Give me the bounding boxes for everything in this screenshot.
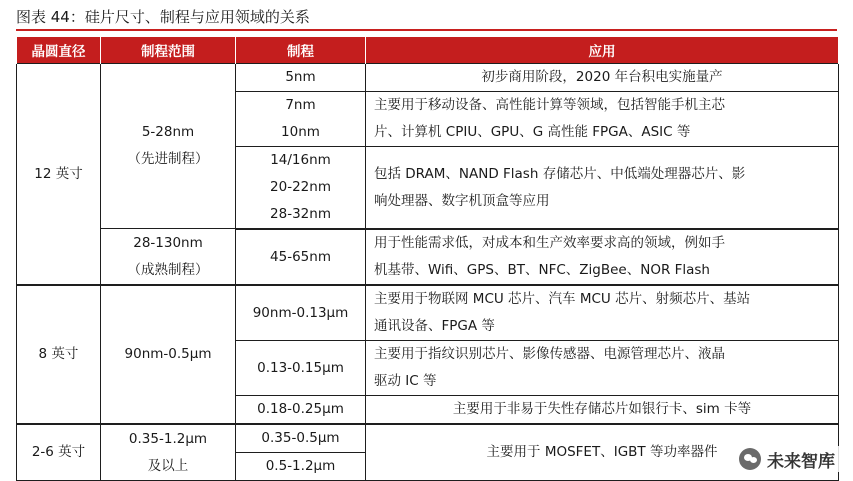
- process-cell: 14/16nm 20-22nm 28-32nm: [236, 147, 366, 229]
- watermark-text: 未来智库: [767, 451, 835, 472]
- range-cell-mature: 28-130nm （成熟制程）: [101, 229, 236, 286]
- wechat-logo-icon: [739, 448, 761, 470]
- process-cell: 7nm 10nm: [236, 92, 366, 147]
- watermark: [735, 446, 839, 472]
- application-cell: 初步商用阶段，2020 年台积电实施量产: [366, 64, 839, 92]
- application-cell: 主要用于物联网 MCU 芯片、汽车 MCU 芯片、射频芯片、基站 通讯设备、FPGA 等: [366, 285, 839, 341]
- header-wafer: 晶圆直径: [17, 37, 101, 64]
- wafer-cell-8: 8 英寸: [17, 285, 101, 424]
- application-cell: 主要用于 MOSFET、IGBT 等功率器件: [366, 424, 839, 481]
- application-cell: 主要用于移动设备、高性能计算等领域，包括智能手机主芯 片、计算机 CPIU、GPU、G 高性能 FPGA、ASIC 等: [366, 92, 839, 147]
- application-cell: 主要用于指纹识别芯片、影像传感器、电源管理芯片、液晶 驱动 IC 等: [366, 341, 839, 396]
- application-cell: 主要用于非易于失性存储芯片如银行卡、sim 卡等: [366, 396, 839, 425]
- table-row: [17, 285, 839, 341]
- wafer-cell-12: 12 英寸: [17, 64, 101, 286]
- process-cell: 90nm-0.13μm: [236, 285, 366, 341]
- header-range: 制程范围: [101, 37, 236, 64]
- range-cell-advanced: 5-28nm （先进制程）: [101, 64, 236, 229]
- range-cell-2-6: 0.35-1.2μm 及以上: [101, 424, 236, 481]
- process-cell: 0.13-0.15μm: [236, 341, 366, 396]
- range-cell-8: 90nm-0.5μm: [101, 285, 236, 424]
- process-cell: 5nm: [236, 64, 366, 92]
- header-application: 应用: [366, 37, 839, 64]
- figure-caption: 图表 44：硅片尺寸、制程与应用领域的关系: [16, 5, 837, 31]
- process-cell: 0.5-1.2μm: [236, 453, 366, 481]
- wafer-process-table: [16, 37, 839, 481]
- header-row: [17, 37, 839, 64]
- header-process: 制程: [236, 37, 366, 64]
- wafer-cell-2-6: 2-6 英寸: [17, 424, 101, 481]
- table-row: [17, 64, 839, 92]
- process-cell: 0.35-0.5μm: [236, 424, 366, 453]
- process-cell: 45-65nm: [236, 230, 366, 286]
- application-cell: 用于性能需求低，对成本和生产效率要求高的领域，例如手 机基带、Wifi、GPS、BT、NFC、ZigBee、NOR Flash: [366, 230, 839, 286]
- table-row: [17, 424, 839, 453]
- process-cell: 0.18-0.25μm: [236, 396, 366, 425]
- application-cell: 包括 DRAM、NAND Flash 存储芯片、中低端处理器芯片、影 响处理器、数字机顶盒等应用: [366, 147, 839, 229]
